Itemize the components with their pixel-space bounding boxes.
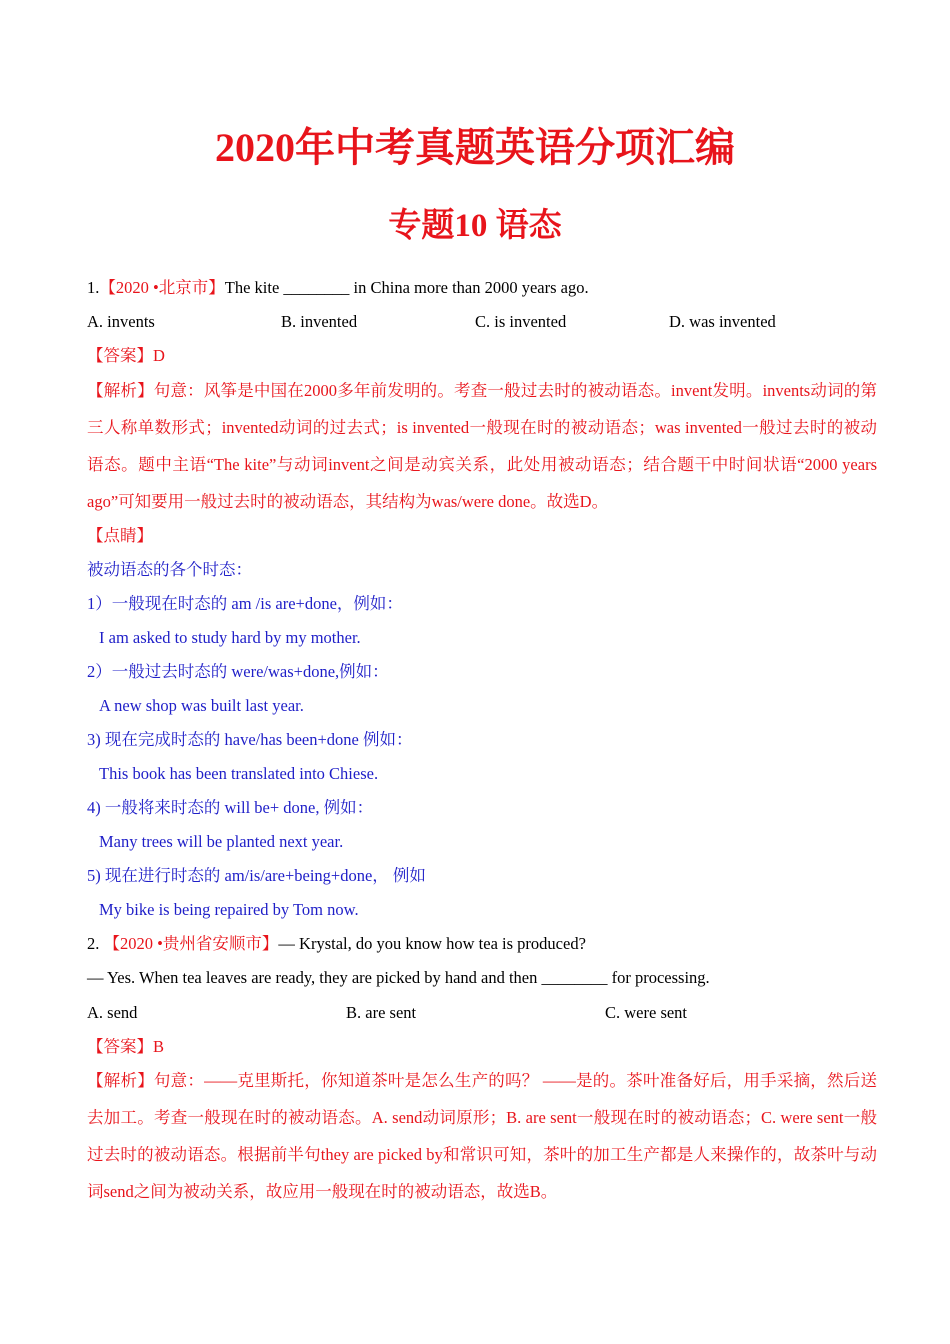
tip-rule: 3) 现在完成时态的 have/has been+done 例如： (87, 730, 413, 749)
option-b: B. invented (281, 312, 358, 331)
tip-example: My bike is being repaired by Tom now. (99, 900, 359, 919)
option-c: C. were sent (605, 1003, 688, 1022)
answer: 【答案】B (87, 1037, 165, 1056)
tip-example: I am asked to study hard by my mother. (99, 628, 361, 647)
question-2-stem (87, 933, 586, 955)
tip-rule: 5) 现在进行时态的 am/is/are+being+done， 例如 (87, 866, 426, 885)
tip-intro: 被动语态的各个时态： (87, 560, 252, 579)
question-text: The kite ________ in China more than 2000 years ago. (224, 278, 589, 297)
question-number: 1. (87, 278, 100, 297)
tip-rule: 1）一般现在时态的 am /is are+done，例如： (87, 594, 403, 613)
analysis: 【解析】句意：风筝是中国在2000多年前发明的。考查一般过去时的被动语态。invent发明。invents动词的第三人称单数形式；invented动词的过去式；is invented一般现在时的被动语态；was invented一般过去时的被动语态。题中主语“The kite”与动词invent之间是动宾关系，此处用被动语态；结合题干中时间状语“2000 years ago”可知要用一般过去时的被动语态，其结构为was/were done。故选D。 (87, 381, 877, 511)
option-d: D. was invented (669, 312, 776, 331)
question-text-2: — Yes. When tea leaves are ready, they are picked by hand and then ________ for processing. (87, 968, 710, 987)
document-subtitle: 专题10 语态 (388, 208, 562, 244)
option-a: A. invents (87, 312, 155, 331)
tip-example: A new shop was built last year. (99, 696, 304, 715)
option-b: B. are sent (346, 1003, 417, 1022)
tip-heading: 【点睛】 (87, 526, 153, 545)
question-1-stem (87, 277, 589, 299)
question-source: 【2020 •贵州省安顺市】 (103, 934, 279, 953)
question-number: 2. (87, 934, 100, 953)
answer: 【答案】D (87, 346, 165, 365)
tip-example: Many trees will be planted next year. (99, 832, 344, 851)
option-c: C. is invented (475, 312, 567, 331)
tip-rule: 4) 一般将来时态的 will be+ done, 例如： (87, 798, 374, 817)
question-text: — Krystal, do you know how tea is produced? (278, 934, 586, 953)
analysis: 【解析】句意：——克里斯托，你知道茶叶是怎么生产的吗？ ——是的。茶叶准备好后，用手采摘，然后送去加工。考查一般现在时的被动语态。A. send动词原形；B. are sent一般现在时的被动语态；C. were sent一般过去时的被动语态。根据前半句they are picked by和常识可知，茶叶的加工生产都是人来操作的，故茶叶与动词send之间为被动关系，故应用一般现在时的被动语态，故选B。 (87, 1071, 877, 1201)
tip-example: This book has been translated into Chiese. (99, 764, 379, 783)
document-title: 2020年中考真题英语分项汇编 (215, 125, 735, 170)
question-source: 【2020 •北京市】 (99, 278, 225, 297)
tip-rule: 2）一般过去时态的 were/was+done,例如： (87, 662, 389, 681)
option-a: A. send (87, 1003, 138, 1022)
